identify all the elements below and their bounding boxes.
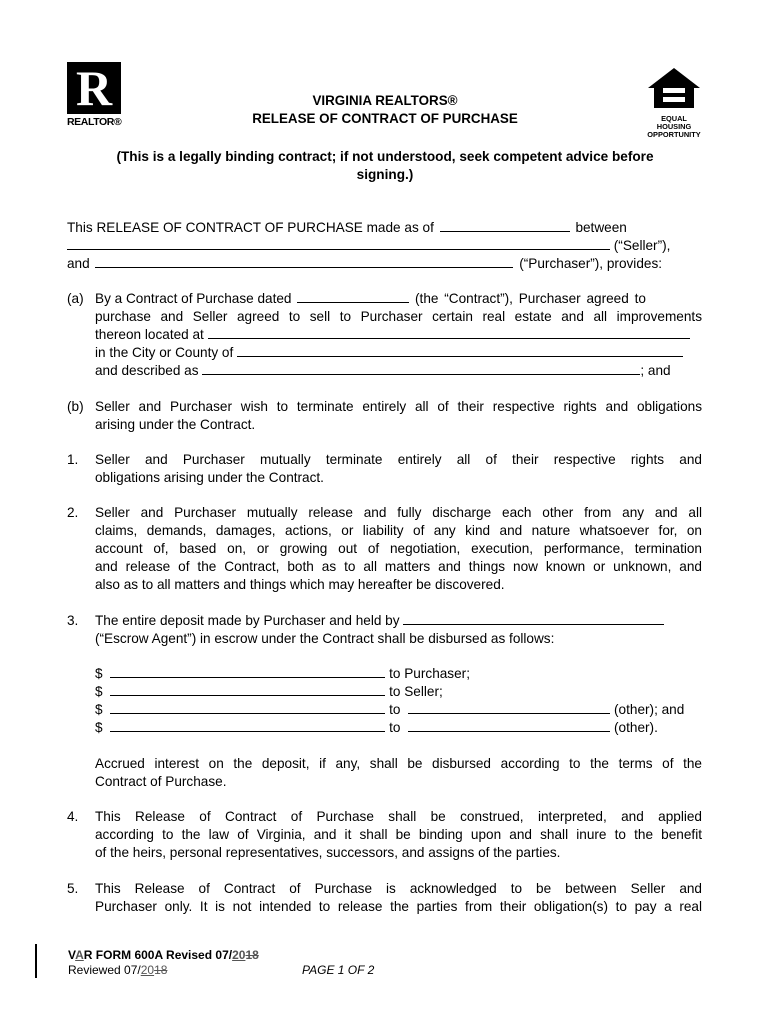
legal-notice-2: signing.) bbox=[356, 167, 414, 182]
item-2-label: 2. bbox=[67, 505, 79, 520]
dollar-sign: $ bbox=[95, 684, 103, 699]
intro-line-3 bbox=[67, 255, 702, 273]
date-field[interactable] bbox=[440, 219, 570, 232]
disbursement-row-4 bbox=[95, 719, 658, 737]
para-a-label: (a) bbox=[67, 291, 84, 306]
item-2-line-1: Seller and Purchaser mutually release and fully discharge each other from any and all bbox=[95, 505, 702, 520]
city-county-label: in the City or County of bbox=[95, 345, 234, 360]
item-1-label: 1. bbox=[67, 452, 79, 467]
to-label: to bbox=[389, 702, 401, 717]
dollar-sign: $ bbox=[95, 702, 103, 717]
escrow-agent-field[interactable] bbox=[403, 612, 664, 625]
contract-dated-label: By a Contract of Purchase dated bbox=[95, 291, 292, 306]
item-2-line-4: and release of the Contract, both as to all matters and things now known or unknown, and bbox=[95, 559, 702, 574]
other-recipient-2-field[interactable] bbox=[408, 719, 610, 732]
para-b-line-2: arising under the Contract. bbox=[95, 417, 256, 432]
form-old-year: 18 bbox=[245, 948, 259, 962]
eho-caption-1: EQUAL HOUSING bbox=[656, 114, 692, 131]
reviewed-old-year: 18 bbox=[154, 963, 168, 977]
para-a-line-1 bbox=[95, 290, 702, 308]
para-b-line-1: Seller and Purchaser wish to terminate entirely all of their respective rights and obligations bbox=[95, 399, 702, 414]
to-label: to bbox=[389, 720, 401, 735]
form-title-org: VIRGINIA REALTORS® bbox=[312, 93, 458, 108]
purchaser-label: (“Purchaser”), provides: bbox=[519, 256, 663, 271]
page-number: PAGE 1 OF 2 bbox=[302, 963, 375, 977]
item-2-line-5: also as to all matters and things which may hereafter be discovered. bbox=[95, 577, 505, 592]
para-a-line-2: purchase and Seller agreed to sell to Purchaser certain real estate and all improvements bbox=[95, 309, 702, 324]
other-and-label: (other); and bbox=[614, 702, 685, 717]
seller-label: (“Seller”), bbox=[613, 238, 671, 253]
item-4-line-3: of the heirs, personal representatives, successors, and assigns of the parties. bbox=[95, 845, 561, 860]
realtor-logo-letter: R bbox=[75, 60, 113, 116]
item-1-line-1: Seller and Purchaser mutually terminate entirely all of their respective rights and bbox=[95, 452, 702, 467]
and-label: and bbox=[67, 256, 90, 271]
to-purchaser-label: to Purchaser; bbox=[389, 666, 470, 681]
item-5-line-2: Purchaser only. It is not intended to release the parties from their obligation(s) to pay a real bbox=[95, 899, 702, 914]
purchaser-name-field[interactable] bbox=[95, 255, 513, 268]
form-revised: R FORM 600A Revised 07/ bbox=[83, 948, 233, 962]
disbursement-row-1 bbox=[95, 665, 470, 683]
and-semicolon-label: ; and bbox=[640, 363, 671, 378]
located-at-label: thereon located at bbox=[95, 327, 204, 342]
item-1-line-2: obligations arising under the Contract. bbox=[95, 470, 324, 485]
the-contract-label: (the “Contract”), Purchaser agreed to bbox=[415, 291, 646, 306]
amount-seller-field[interactable] bbox=[110, 683, 385, 696]
to-seller-label: to Seller; bbox=[389, 684, 443, 699]
dollar-sign: $ bbox=[95, 720, 103, 735]
reviewed-date bbox=[68, 963, 167, 977]
reviewed-new-year: 20 bbox=[140, 963, 155, 977]
reviewed-label: Reviewed 07/ bbox=[68, 963, 141, 977]
item-4-label: 4. bbox=[67, 809, 79, 824]
revision-bar bbox=[35, 944, 37, 978]
property-address-field[interactable] bbox=[208, 326, 690, 339]
form-title: RELEASE OF CONTRACT OF PURCHASE bbox=[252, 111, 518, 126]
other-label: (other). bbox=[614, 720, 658, 735]
item-4-line-2: according to the law of Virginia, and it shall be binding upon and shall inure to the benefit bbox=[95, 827, 702, 842]
held-by-label: The entire deposit made by Purchaser and held by bbox=[95, 613, 400, 628]
item-5-label: 5. bbox=[67, 881, 79, 896]
described-as-label: and described as bbox=[95, 363, 199, 378]
seller-name-field[interactable] bbox=[67, 237, 610, 250]
legal-notice-1: (This is a legally binding contract; if not understood, seek competent advice before bbox=[116, 149, 654, 164]
amount-purchaser-field[interactable] bbox=[110, 665, 385, 678]
item-3-line-2: (“Escrow Agent”) in escrow under the Contract shall be disbursed as follows: bbox=[95, 631, 555, 646]
para-a-line-3 bbox=[95, 326, 702, 344]
amount-other-2-field[interactable] bbox=[110, 719, 385, 732]
amount-other-1-field[interactable] bbox=[110, 701, 385, 714]
interest-line-1: Accrued interest on the deposit, if any, shall be disbursed according to the terms of the bbox=[95, 756, 702, 771]
disbursement-row-2 bbox=[95, 683, 443, 701]
form-number bbox=[68, 948, 259, 962]
item-3-line-1 bbox=[95, 612, 702, 630]
contract-date-field[interactable] bbox=[297, 290, 409, 303]
item-4-line-1: This Release of Contract of Purchase shall be construed, interpreted, and applied bbox=[95, 809, 702, 824]
intro-between-label: between bbox=[575, 220, 627, 235]
para-a-line-4 bbox=[95, 344, 702, 362]
form-v: V bbox=[68, 948, 76, 962]
intro-line-2 bbox=[67, 237, 702, 255]
realtor-caption: REALTOR® bbox=[67, 116, 122, 128]
item-5-line-1: This Release of Contract of Purchase is acknowledged to be between Seller and bbox=[95, 881, 702, 896]
para-b-label: (b) bbox=[67, 399, 84, 414]
disbursement-row-3 bbox=[95, 701, 684, 719]
eho-caption-2: OPPORTUNITY bbox=[647, 130, 701, 139]
intro-made-as-of-label: This RELEASE OF CONTRACT OF PURCHASE made as of bbox=[67, 220, 434, 235]
form-a-underlined: A bbox=[75, 948, 84, 962]
item-3-label: 3. bbox=[67, 613, 79, 628]
other-recipient-1-field[interactable] bbox=[408, 701, 610, 714]
item-2-line-3: account of, based on, or growing out of negotiation, execution, performance, termination bbox=[95, 541, 702, 556]
para-a-line-5 bbox=[95, 362, 702, 380]
dollar-sign: $ bbox=[95, 666, 103, 681]
interest-line-2: Contract of Purchase. bbox=[95, 774, 227, 789]
city-county-field[interactable] bbox=[237, 344, 683, 357]
form-new-year: 20 bbox=[232, 948, 246, 962]
property-description-field[interactable] bbox=[202, 362, 640, 375]
item-2-line-2: claims, demands, damages, actions, or liability of any kind and nature whatsoever for, on bbox=[95, 523, 702, 538]
intro-line-1 bbox=[67, 219, 702, 237]
